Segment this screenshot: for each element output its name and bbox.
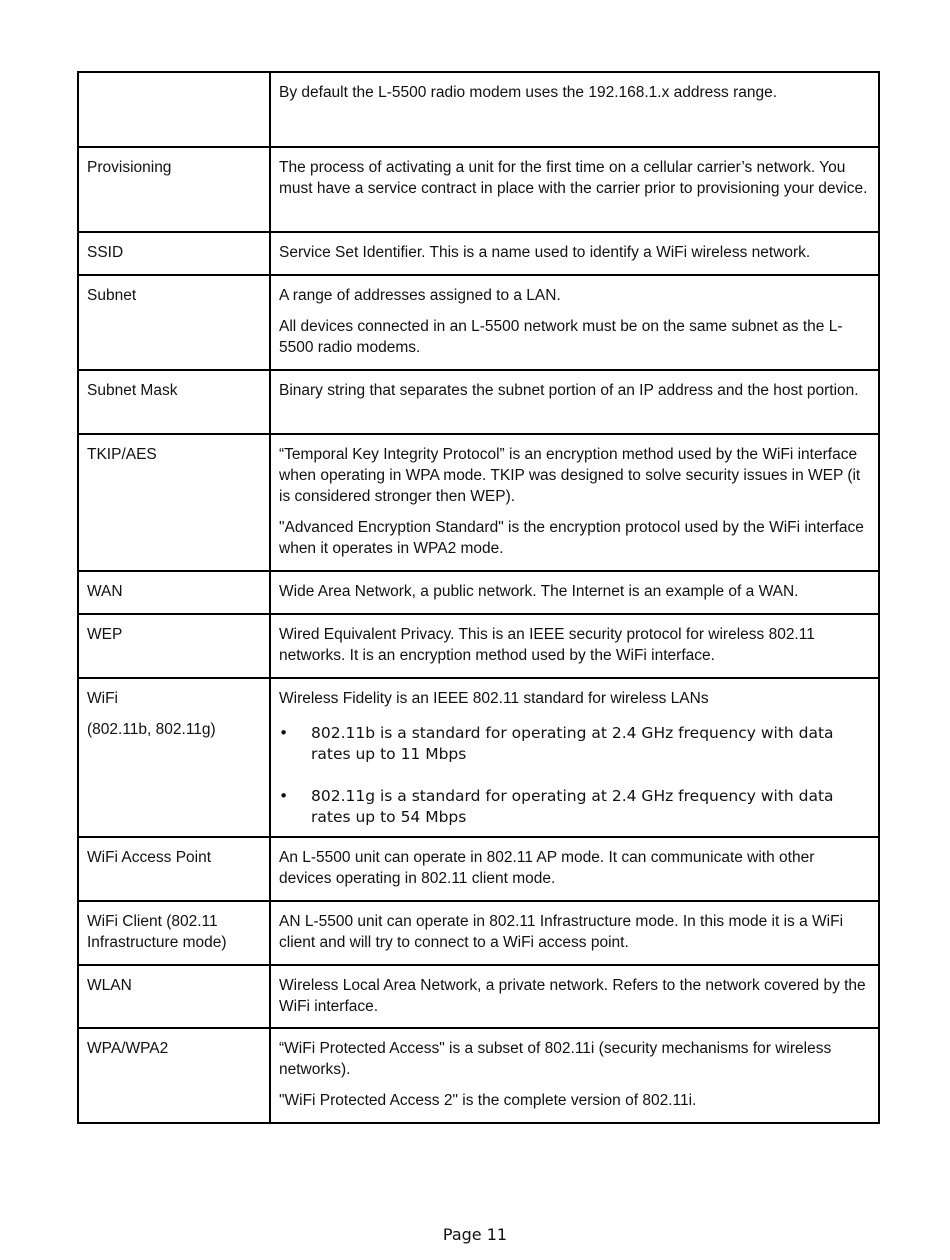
- bullet-list: [279, 723, 870, 828]
- bullet-text: 802.11g is a standard for operating at 2.4 GHz frequency with data rates up to 54 Mbps: [311, 787, 834, 826]
- table-row: [78, 901, 879, 965]
- definition-cell: [270, 837, 879, 901]
- term-cell: [78, 370, 270, 434]
- term-text: WiFi Client (802.11 Infrastructure mode): [87, 913, 227, 951]
- definition-paragraph: An L-5500 unit can operate in 802.11 AP mode. It can communicate with other devices operating in 802.11 client mode.: [279, 849, 815, 887]
- glossary-body: [78, 72, 879, 1123]
- term-text: WiFi Access Point: [87, 849, 212, 866]
- definition-cell: [270, 678, 879, 837]
- term-cell: [78, 965, 270, 1028]
- table-row: [78, 965, 879, 1028]
- page-number: Page 11: [442, 1225, 508, 1244]
- definition-cell: [270, 370, 879, 434]
- definition-cell: [270, 72, 879, 147]
- bullet-item: [279, 786, 870, 828]
- definition-paragraph: All devices connected in an L-5500 network must be on the same subnet as the L-5500 radio modems.: [279, 318, 843, 356]
- term-text: Provisioning: [87, 159, 172, 176]
- term-text: (802.11b, 802.11g): [87, 721, 216, 738]
- term-cell: [78, 232, 270, 275]
- definition-cell: [270, 1028, 879, 1123]
- table-row: [78, 147, 879, 232]
- definition-paragraph: Wired Equivalent Privacy. This is an IEEE security protocol for wireless 802.11 networks. It is an encryption method used by the WiFi interface.: [279, 626, 815, 664]
- definition-paragraph: The process of activating a unit for the first time on a cellular carrier’s network. You must have a service contract in place with the carrier prior to provisioning your device.: [279, 159, 868, 197]
- definition-cell: [270, 232, 879, 275]
- definition-paragraph: A range of addresses assigned to a LAN.: [279, 287, 561, 304]
- table-row: [78, 614, 879, 678]
- term-cell: [78, 1028, 270, 1123]
- term-cell: [78, 275, 270, 370]
- term-text: WPA/WPA2: [87, 1040, 169, 1057]
- definition-paragraph: Wireless Fidelity is an IEEE 802.11 standard for wireless LANs: [279, 690, 709, 707]
- definition-cell: [270, 275, 879, 370]
- table-row: [78, 275, 879, 370]
- glossary-table: [77, 71, 880, 1124]
- term-text: Subnet Mask: [87, 382, 178, 399]
- table-row: [78, 232, 879, 275]
- table-row: [78, 370, 879, 434]
- term-text: SSID: [87, 244, 124, 261]
- term-cell: [78, 571, 270, 614]
- term-cell: [78, 434, 270, 571]
- definition-cell: [270, 434, 879, 571]
- term-text: WAN: [87, 583, 123, 600]
- definition-cell: [270, 901, 879, 965]
- definition-cell: [270, 571, 879, 614]
- term-text: TKIP/AES: [87, 446, 157, 463]
- term-cell: [78, 147, 270, 232]
- table-row: [78, 72, 879, 147]
- table-row: [78, 571, 879, 614]
- term-text: WLAN: [87, 977, 132, 994]
- term-cell: [78, 72, 270, 147]
- term-cell: [78, 678, 270, 837]
- definition-paragraph: “Temporal Key Integrity Protocol” is an encryption method used by the WiFi interface when operating in WPA mode. TKIP was designed to solve security issues in WEP (it is considered stronger then WEP).: [279, 446, 861, 505]
- definition-cell: [270, 965, 879, 1028]
- bullet-text: 802.11b is a standard for operating at 2.4 GHz frequency with data rates up to 11 Mbps: [311, 724, 834, 763]
- definition-cell: [270, 147, 879, 232]
- definition-paragraph: AN L-5500 unit can operate in 802.11 Infrastructure mode. In this mode it is a WiFi client and will try to connect to a WiFi access point.: [279, 913, 844, 951]
- bullet-item: [279, 723, 870, 765]
- definition-paragraph: Binary string that separates the subnet portion of an IP address and the host portion.: [279, 382, 859, 399]
- bullet-icon: •: [279, 787, 289, 805]
- definition-paragraph: "Advanced Encryption Standard" is the encryption protocol used by the WiFi interface when it operates in WPA2 mode.: [279, 519, 864, 557]
- table-row: [78, 1028, 879, 1123]
- bullet-icon: •: [279, 724, 289, 742]
- definition-cell: [270, 614, 879, 678]
- term-cell: [78, 901, 270, 965]
- table-row: [78, 678, 879, 837]
- definition-paragraph: Wide Area Network, a public network. The Internet is an example of a WAN.: [279, 583, 799, 600]
- term-text: Subnet: [87, 287, 137, 304]
- definition-paragraph: "WiFi Protected Access 2" is the complete version of 802.11i.: [279, 1092, 697, 1109]
- term-text: WEP: [87, 626, 123, 643]
- definition-paragraph: Service Set Identifier. This is a name used to identify a WiFi wireless network.: [279, 244, 811, 261]
- definition-paragraph: “WiFi Protected Access" is a subset of 802.11i (security mechanisms for wireless networks).: [279, 1040, 832, 1078]
- definition-paragraph: Wireless Local Area Network, a private network. Refers to the network covered by the WiFi interface.: [279, 977, 866, 1015]
- term-cell: [78, 614, 270, 678]
- table-row: [78, 837, 879, 901]
- term-cell: [78, 837, 270, 901]
- term-text: WiFi: [87, 690, 118, 707]
- table-row: [78, 434, 879, 571]
- definition-paragraph: By default the L-5500 radio modem uses the 192.168.1.x address range.: [279, 84, 778, 101]
